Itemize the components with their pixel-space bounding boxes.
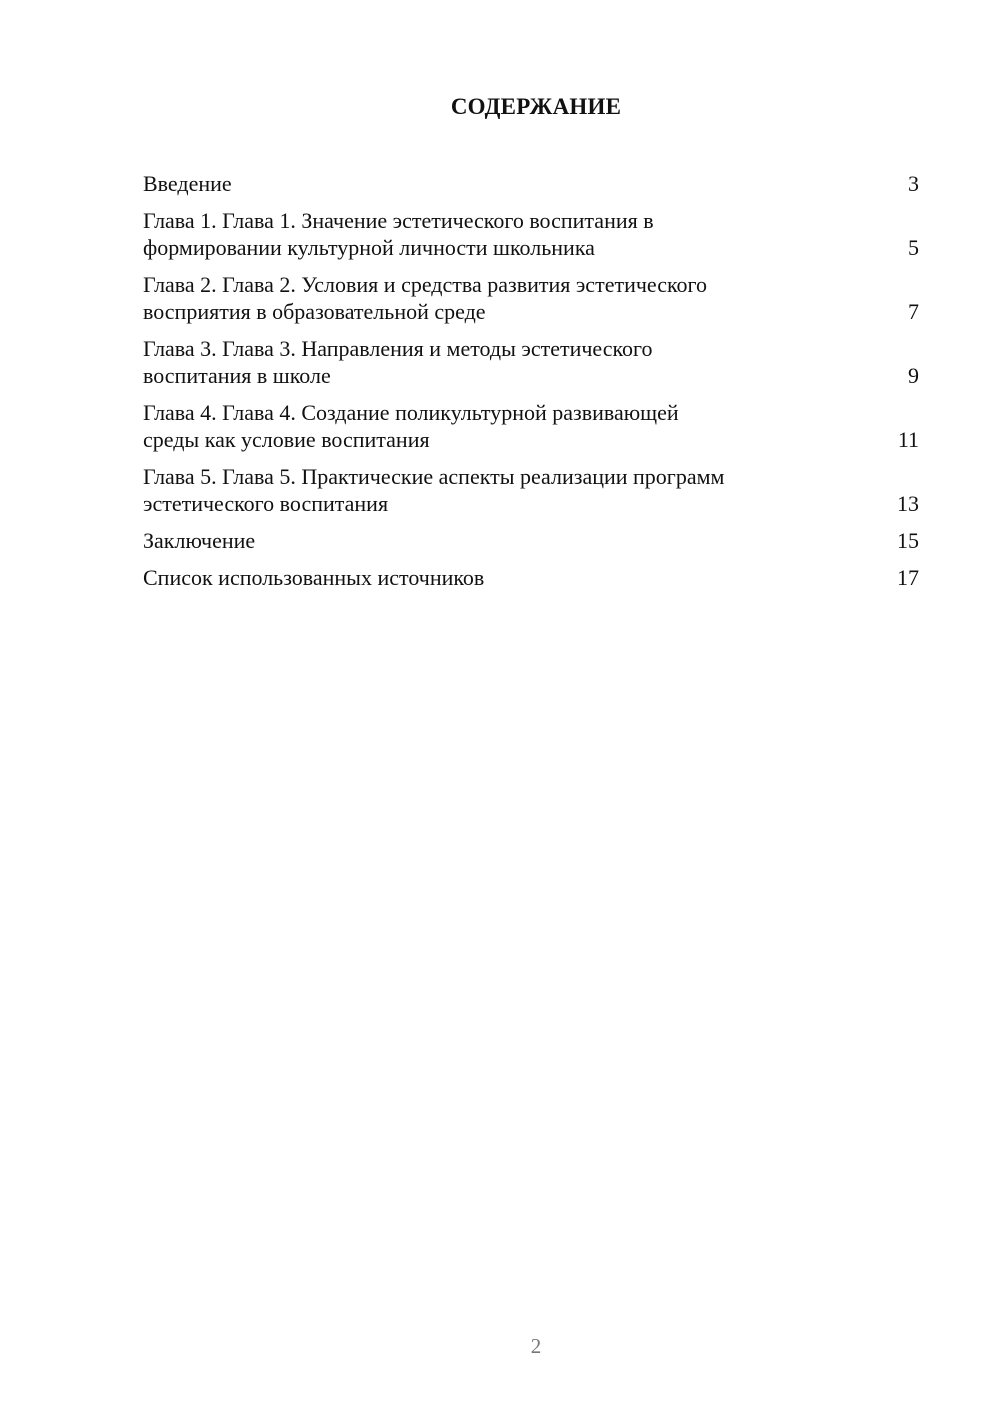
toc-entry-title: [143, 463, 724, 517]
toc-entry-title-line: среды как условие воспитания: [143, 427, 430, 452]
toc-entry-title-line: Глава 4. Глава 4. Создание поликультурной развивающей: [143, 400, 679, 425]
toc-entry-title-line: Глава 1. Глава 1. Значение эстетического воспитания в: [143, 208, 654, 233]
toc-entry-page-number: 15: [897, 528, 919, 553]
toc-entry-references[interactable]: [143, 564, 919, 591]
toc-entry-title: [143, 399, 679, 453]
toc-entry-chapter-3[interactable]: [143, 335, 919, 389]
toc-entry-title-line: Заключение: [143, 528, 256, 553]
toc-entry-page-number: 17: [897, 565, 919, 590]
toc-entry-title-line: Введение: [143, 171, 232, 196]
toc-entry-introduction[interactable]: [143, 170, 919, 197]
toc-entry-chapter-1[interactable]: [143, 207, 919, 261]
toc-entry-title-line: Глава 2. Глава 2. Условия и средства развития эстетического: [143, 272, 708, 297]
toc-entry-chapter-5[interactable]: [143, 463, 919, 517]
table-of-contents: [143, 170, 919, 601]
toc-entry-page-number: 3: [908, 171, 919, 196]
page-title: СОДЕРЖАНИЕ: [450, 94, 622, 119]
toc-entry-title: [143, 271, 707, 325]
toc-entry-title-line: эстетического воспитания: [143, 491, 389, 516]
toc-entry-page-number: 11: [897, 427, 919, 452]
toc-entry-page-number: 9: [908, 363, 919, 388]
toc-entry-title-line: формировании культурной личности школьника: [143, 235, 595, 260]
toc-entry-title: [143, 564, 484, 591]
toc-entry-title-line: Список использованных источников: [143, 565, 485, 590]
toc-entry-title-line: воспитания в школе: [143, 363, 331, 388]
toc-entry-page-number: 13: [897, 491, 919, 516]
toc-entry-conclusion[interactable]: [143, 527, 919, 554]
toc-entry-title-line: Глава 3. Глава 3. Направления и методы эстетического: [143, 336, 653, 361]
toc-entry-title: [143, 207, 654, 261]
toc-entry-title: [143, 335, 653, 389]
toc-entry-chapter-4[interactable]: [143, 399, 919, 453]
toc-entry-page-number: 7: [908, 299, 919, 324]
toc-entry-chapter-2[interactable]: [143, 271, 919, 325]
toc-entry-title-line: Глава 5. Глава 5. Практические аспекты реализации программ: [143, 464, 725, 489]
toc-entry-title-line: восприятия в образовательной среде: [143, 299, 486, 324]
toc-entry-title: [143, 170, 232, 197]
page-number: 2: [530, 1334, 542, 1358]
toc-entry-page-number: 5: [908, 235, 919, 260]
toc-entry-title: [143, 527, 255, 554]
